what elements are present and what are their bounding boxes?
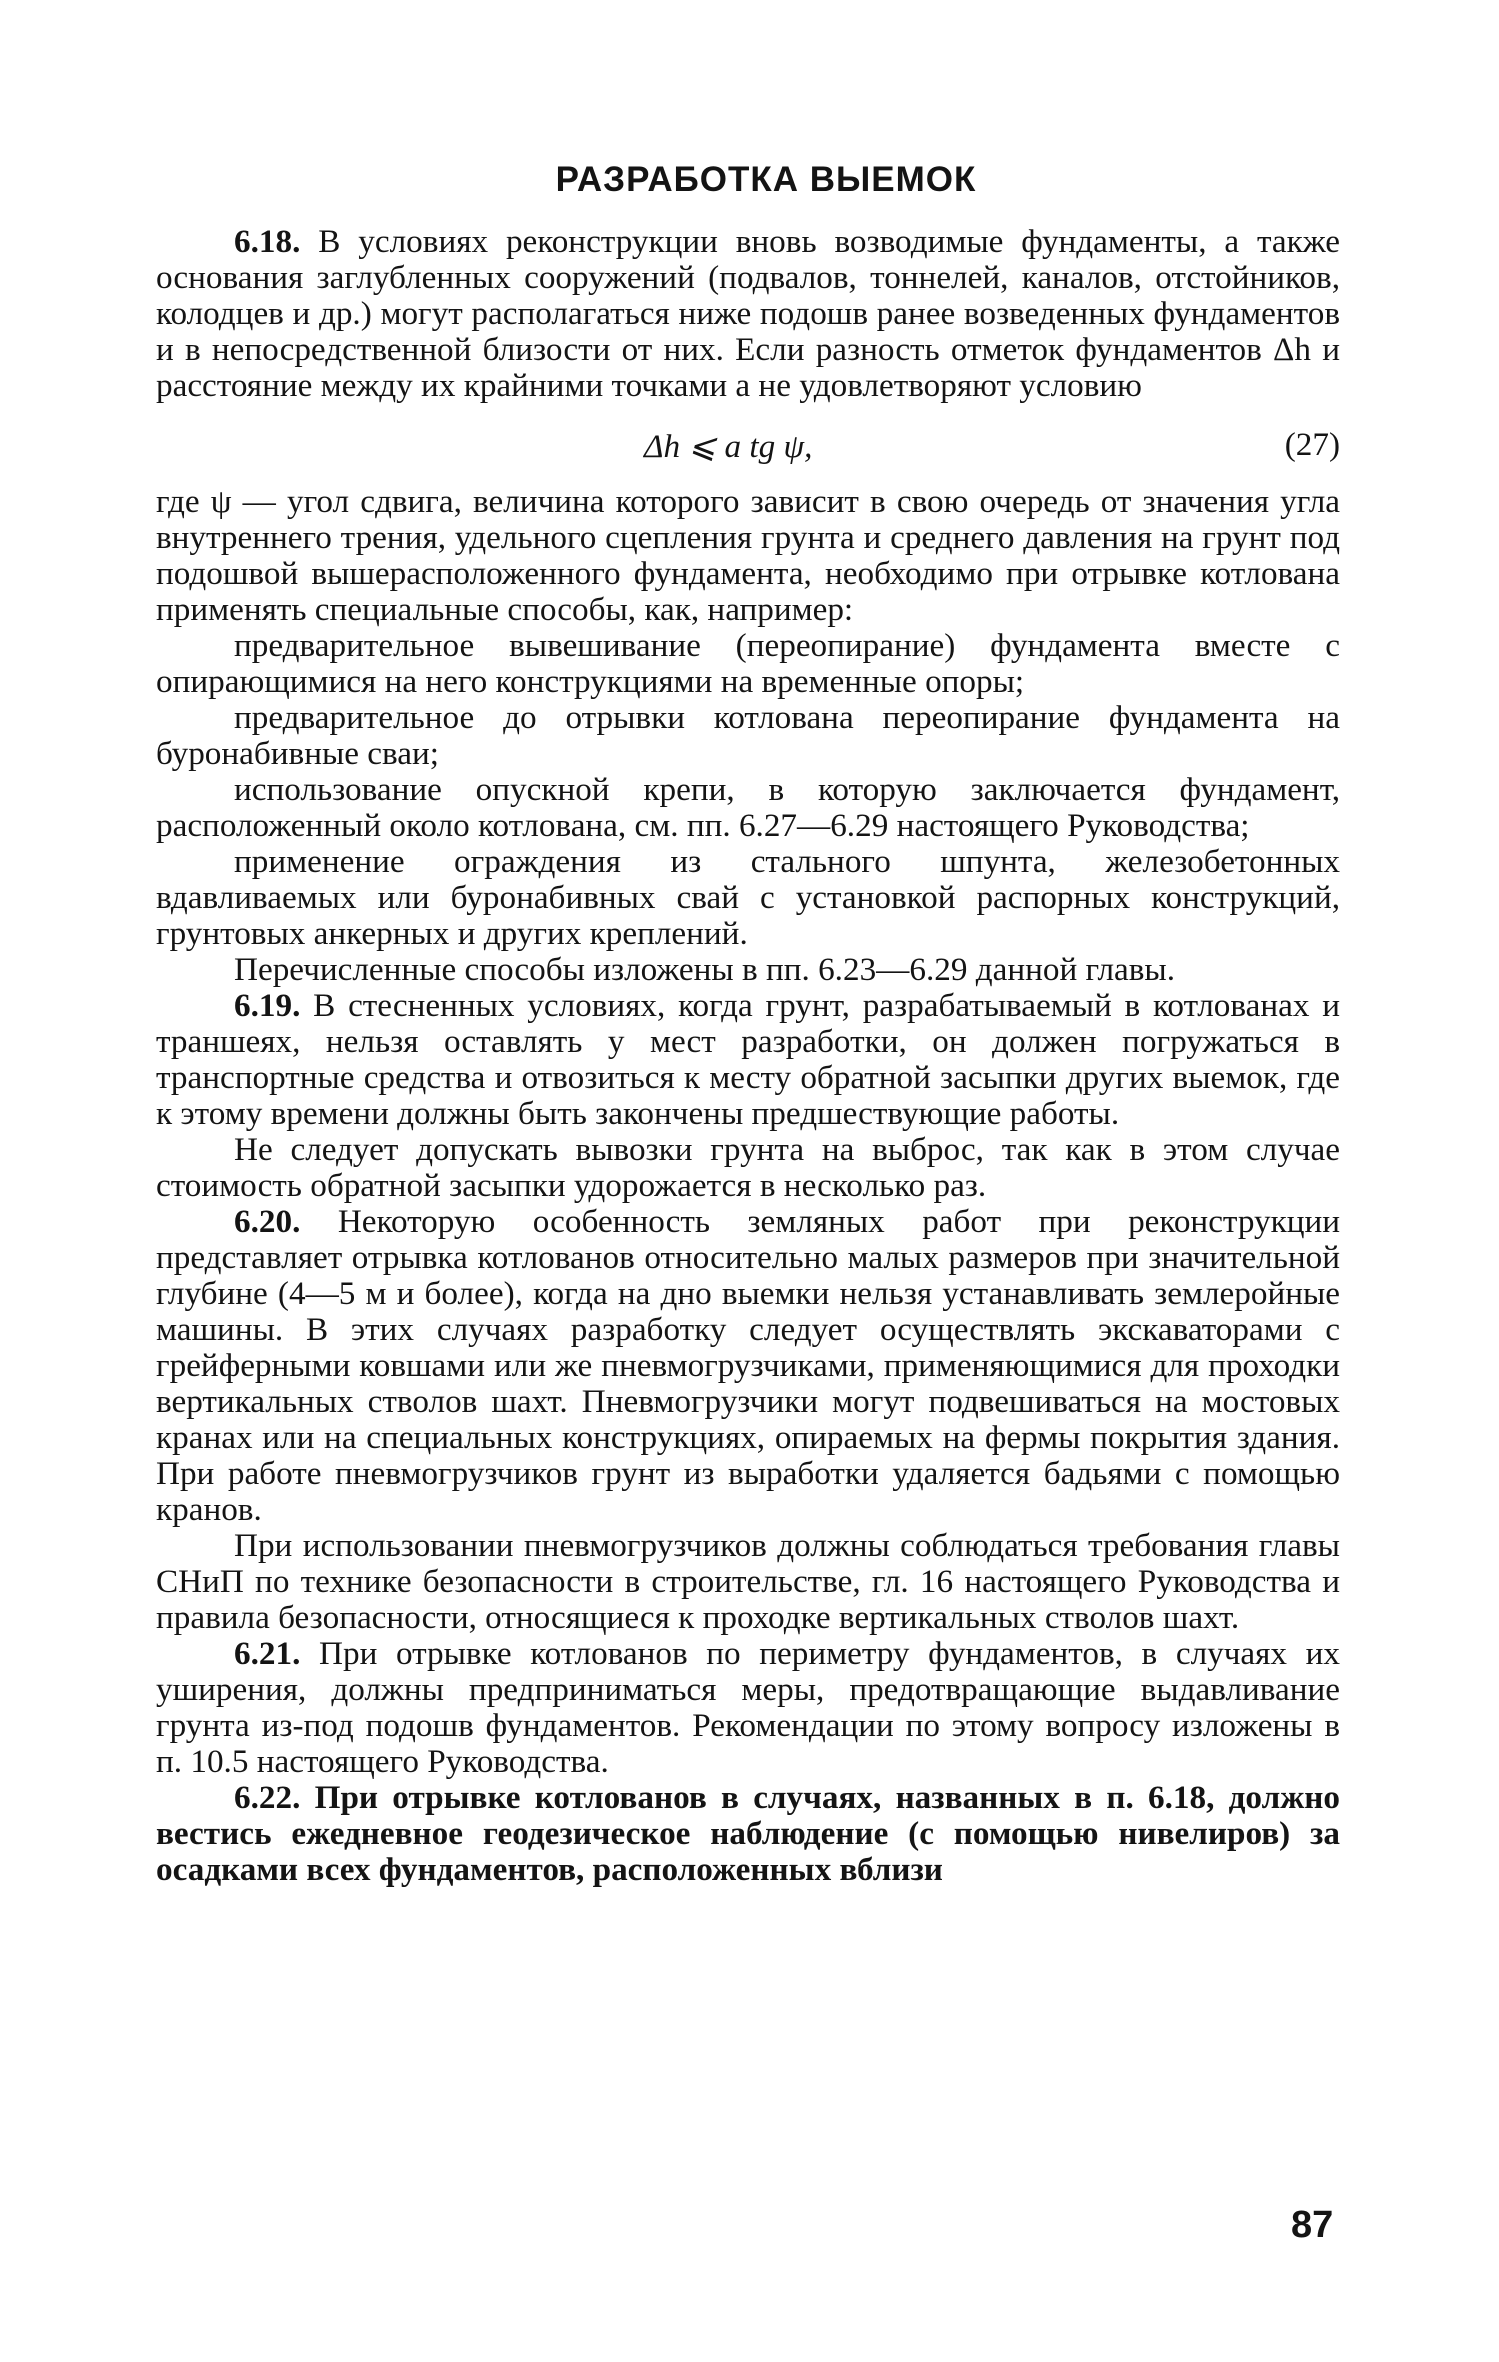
method-item: использование опускной крепи, в которую заключается фундамент, расположенный около котлована, см. пп. 6.27—6.29 настоящего Руководства; — [156, 771, 1340, 844]
paragraph-text: При отрывке котлованов в случаях, названных в п. 6.18, должно вестись ежедневное геодезическое наблюдение (с помощью нивелиров) за осадками всех фундаментов, расположенных вблизи — [156, 1779, 1340, 1888]
method-item: предварительное до отрывки котлована переопирание фундамента на буронабивные сваи; — [156, 699, 1340, 772]
paragraph-text: При отрывке котлованов по периметру фундаментов, в случаях их уширения, должны предприниматься меры, предотвращающие выдавливание грунта из-под подошв фундаментов. Рекомендации по этому вопросу изложены в п. 10.5 настоящего Руководства. — [156, 1635, 1340, 1780]
paragraph-6-22 — [156, 1780, 1340, 1888]
paragraph-text: В стесненных условиях, когда грунт, разрабатываемый в котлованах и траншеях, нельзя оставлять у мест разработки, он должен погружаться в транспортные средства и отвозиться к месту обратной засыпки других выемок, где к этому времени должны быть закончены предшествующие работы. — [156, 987, 1340, 1132]
paragraph-number: 6.21. — [234, 1635, 301, 1672]
paragraph-6-20 — [156, 1204, 1340, 1528]
equation-27 — [156, 416, 1340, 474]
paragraph-6-19-continued: Не следует допускать вывозки грунта на выброс, так как в этом случае стоимость обратной засыпки удорожается в несколько раз. — [156, 1131, 1340, 1204]
method-item: предварительное вывешивание (переопирание) фундамента вместе с опирающимися на него конструкциями на временные опоры; — [156, 627, 1340, 700]
method-summary: Перечисленные способы изложены в пп. 6.23—6.29 данной главы. — [234, 951, 1175, 988]
paragraph-text: Некоторую особенность земляных работ при реконструкции представляет отрывка котлованов относительно малых размеров при значительной глубине (4—5 м и более), когда на дно выемки нельзя устанавливать землеройные машины. В этих случаях разработку следует осуществлять экскаваторами с грейферными ковшами или же пневмогрузчиками, применяющимися для проходки вертикальных стволов шахт. Пневмогрузчики могут подвешиваться на мостовых кранах или на специальных конструкциях, опираемых на фермы покрытия здания. При работе пневмогрузчиков грунт из выработки удаляется бадьями с помощью кранов. — [156, 1203, 1340, 1528]
page-number: 87 — [1291, 2204, 1334, 2246]
paragraph-6-20-continued: При использовании пневмогрузчиков должны соблюдаться требования главы СНиП по технике безопасности в строительстве, гл. 16 настоящего Руководства и правила безопасности, относящиеся к проходке вертикальных стволов шахт. — [156, 1527, 1340, 1636]
method-item: применение ограждения из стального шпунта, железобетонных вдавливаемых или буронабивных свай с установкой распорных конструкций, грунтовых анкерных и других креплений. — [156, 843, 1340, 952]
section-title: РАЗРАБОТКА ВЫЕМОК — [555, 160, 977, 199]
paragraph-number: 6.19. — [234, 987, 301, 1024]
equation-body: Δh ⩽ a tg ψ, — [644, 428, 813, 465]
equation-number: (27) — [1284, 426, 1340, 463]
paragraph-6-19 — [156, 988, 1340, 1132]
paragraph-6-21 — [156, 1636, 1340, 1780]
paragraph-number: 6.22. — [234, 1779, 301, 1816]
page-content — [156, 160, 1340, 1888]
paragraph-number: 6.18. — [234, 223, 301, 260]
paragraph-6-18-continued: где ψ — угол сдвига, величина которого зависит в свою очередь от значения угла внутреннего трения, удельного сцепления грунта и среднего давления на грунт под подошвой вышерасположенного фундамента, необходимо при отрывке котлована применять специальные способы, как, например: — [156, 483, 1340, 628]
paragraph-text: В условиях реконструкции вновь возводимые фундаменты, а также основания заглубленных сооружений (подвалов, тоннелей, каналов, отстойников, колодцев и др.) могут располагаться ниже подошв ранее возведенных фундаментов и в непосредственной близости от них. Если разность отметок фундаментов Δh и расстояние между их крайними точками a не удовлетворяют условию — [156, 223, 1340, 404]
paragraph-number: 6.20. — [234, 1203, 301, 1240]
paragraph-6-18 — [156, 224, 1340, 404]
